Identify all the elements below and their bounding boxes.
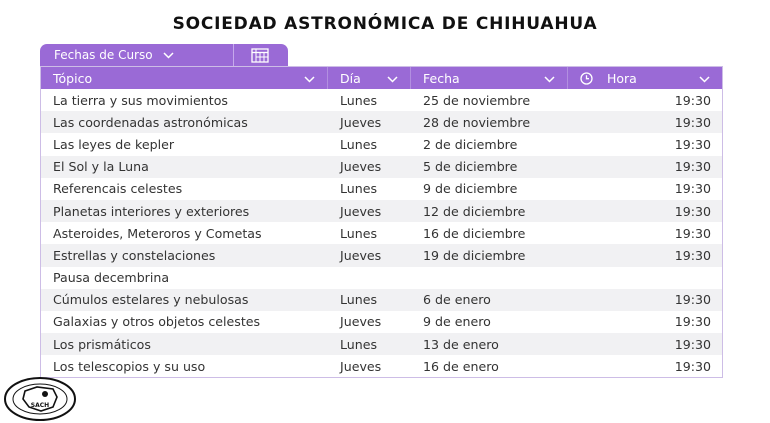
column-header-date[interactable] bbox=[411, 67, 568, 89]
topic-cell: Estrellas y constelaciones bbox=[53, 247, 216, 263]
date-cell: 16 de enero bbox=[423, 358, 499, 374]
column-header-topic[interactable] bbox=[41, 67, 328, 89]
date-cell: 25 de noviembre bbox=[423, 92, 531, 108]
table-row[interactable] bbox=[41, 178, 722, 200]
day-cell: Jueves bbox=[340, 203, 382, 219]
date-cell: 6 de enero bbox=[423, 292, 491, 308]
topic-cell: Cúmulos estelares y nebulosas bbox=[53, 292, 249, 308]
time-cell: 19:30 bbox=[674, 358, 711, 374]
day-cell: Jueves bbox=[340, 114, 382, 130]
column-label: Tópico bbox=[53, 70, 93, 86]
table-row[interactable] bbox=[41, 355, 722, 377]
day-cell: Lunes bbox=[340, 136, 378, 152]
table-row[interactable] bbox=[41, 133, 722, 155]
table-row[interactable] bbox=[41, 333, 722, 355]
table-row[interactable] bbox=[41, 156, 722, 178]
day-cell: Lunes bbox=[340, 336, 378, 352]
table-header bbox=[41, 67, 722, 89]
day-cell: Jueves bbox=[340, 358, 382, 374]
topic-cell: El Sol y la Luna bbox=[53, 159, 149, 175]
date-cell: 12 de diciembre bbox=[423, 203, 526, 219]
chevron-down-icon bbox=[163, 48, 174, 62]
clock-icon bbox=[580, 72, 593, 85]
time-cell: 19:30 bbox=[674, 181, 711, 197]
chevron-down-icon bbox=[699, 71, 710, 86]
course-dates-label: Fechas de Curso bbox=[54, 48, 153, 62]
table-row[interactable] bbox=[41, 222, 722, 244]
logo-text: SACH bbox=[30, 402, 50, 409]
time-cell: 19:30 bbox=[674, 114, 711, 130]
time-cell: 19:30 bbox=[674, 247, 711, 263]
table-row[interactable] bbox=[41, 244, 722, 266]
society-logo bbox=[3, 377, 77, 421]
time-cell: 19:30 bbox=[674, 92, 711, 108]
topic-cell: Planetas interiores y exteriores bbox=[53, 203, 250, 219]
topic-cell: Galaxias y otros objetos celestes bbox=[53, 314, 261, 330]
table-body bbox=[41, 89, 722, 377]
table-row[interactable] bbox=[41, 267, 722, 289]
topic-cell: La tierra y sus movimientos bbox=[53, 92, 228, 108]
day-cell: Lunes bbox=[340, 92, 378, 108]
course-dates-tab[interactable] bbox=[40, 44, 288, 66]
table-row[interactable] bbox=[41, 311, 722, 333]
chevron-down-icon bbox=[304, 71, 315, 86]
topic-cell: Referencais celestes bbox=[53, 181, 183, 197]
date-cell: 19 de diciembre bbox=[423, 247, 526, 263]
date-cell: 9 de diciembre bbox=[423, 181, 518, 197]
time-cell: 19:30 bbox=[674, 159, 711, 175]
day-cell: Lunes bbox=[340, 181, 378, 197]
day-cell: Lunes bbox=[340, 292, 378, 308]
chevron-down-icon bbox=[387, 71, 398, 86]
day-cell: Lunes bbox=[340, 225, 378, 241]
day-cell: Jueves bbox=[340, 247, 382, 263]
table-row[interactable] bbox=[41, 111, 722, 133]
topic-cell: Pausa decembrina bbox=[53, 270, 170, 286]
time-cell: 19:30 bbox=[674, 314, 711, 330]
topic-cell: Las leyes de kepler bbox=[53, 136, 175, 152]
table-row[interactable] bbox=[41, 89, 722, 111]
day-cell: Jueves bbox=[340, 159, 382, 175]
calendar-grid-icon[interactable] bbox=[234, 44, 286, 66]
chevron-down-icon bbox=[544, 71, 555, 86]
topic-cell: Los telescopios y su uso bbox=[53, 358, 206, 374]
topic-cell: Asteroides, Meteroros y Cometas bbox=[53, 225, 262, 241]
table-row[interactable] bbox=[41, 200, 722, 222]
course-dates-dropdown[interactable] bbox=[40, 44, 234, 66]
time-cell: 19:30 bbox=[674, 336, 711, 352]
topic-cell: Las coordenadas astronómicas bbox=[53, 114, 248, 130]
date-cell: 9 de enero bbox=[423, 314, 491, 330]
time-cell: 19:30 bbox=[674, 203, 711, 219]
date-cell: 16 de diciembre bbox=[423, 225, 526, 241]
column-header-time[interactable] bbox=[568, 67, 722, 89]
date-cell: 2 de diciembre bbox=[423, 136, 518, 152]
topic-cell: Los prismáticos bbox=[53, 336, 151, 352]
day-cell: Jueves bbox=[340, 314, 382, 330]
course-schedule-table bbox=[40, 66, 723, 378]
table-row[interactable] bbox=[41, 289, 722, 311]
date-cell: 13 de enero bbox=[423, 336, 499, 352]
date-cell: 28 de noviembre bbox=[423, 114, 531, 130]
time-cell: 19:30 bbox=[674, 225, 711, 241]
time-cell: 19:30 bbox=[674, 292, 711, 308]
column-label: Fecha bbox=[423, 70, 460, 86]
date-cell: 5 de diciembre bbox=[423, 159, 518, 175]
time-cell: 19:30 bbox=[674, 136, 711, 152]
page-title: SOCIEDAD ASTRONÓMICA DE CHIHUAHUA bbox=[172, 14, 598, 34]
column-header-day[interactable] bbox=[328, 67, 411, 89]
column-label: Hora bbox=[607, 70, 637, 86]
column-label: Día bbox=[340, 70, 361, 86]
